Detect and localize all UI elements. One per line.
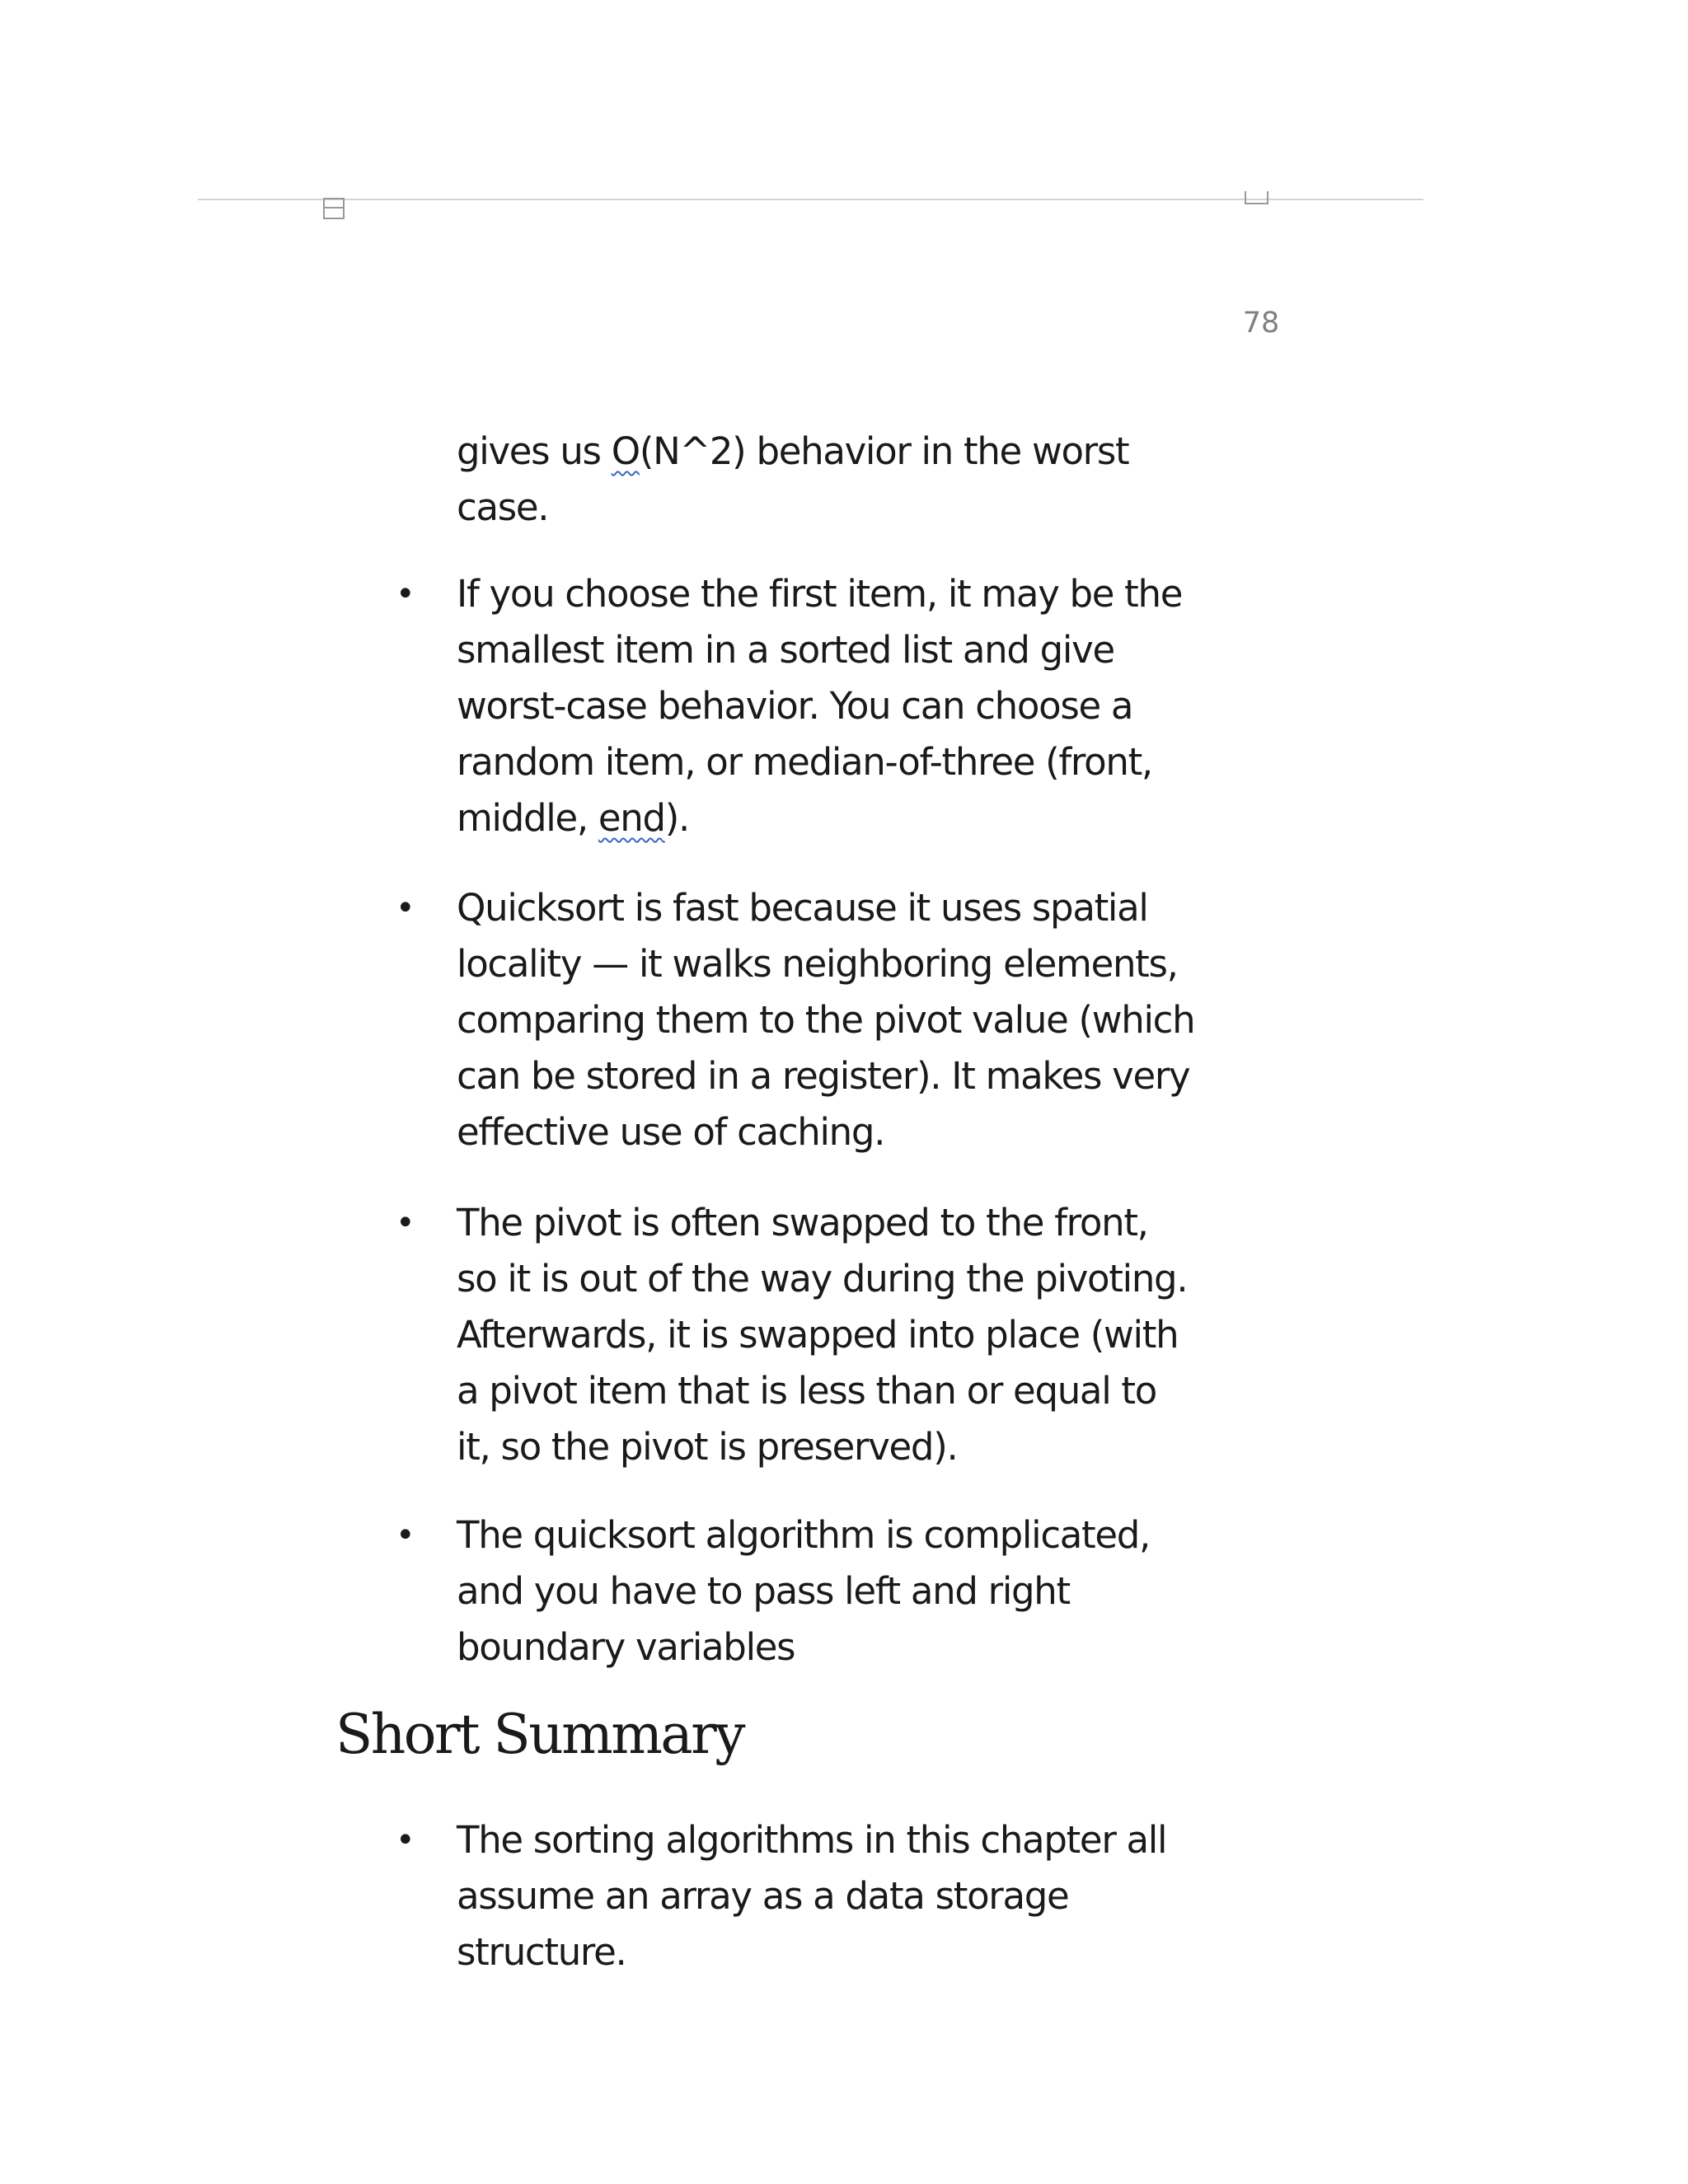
text-line: The pivot is often swapped to the front,	[457, 1201, 1148, 1244]
text-line: can be stored in a register). It makes very	[457, 1054, 1190, 1098]
header-divider	[198, 199, 1423, 200]
text-line: random item, or median-of-three (front,	[457, 740, 1152, 784]
text-line	[457, 790, 1273, 846]
text-line: effective use of caching.	[457, 1110, 885, 1154]
text-line: case.	[457, 485, 549, 529]
crop-mark-right-icon	[1245, 191, 1268, 204]
bullet-marker: •	[396, 1516, 415, 1554]
text-span: (N^2) behavior in the worst	[639, 429, 1129, 473]
page-number: 78	[1242, 307, 1280, 340]
bullet-marker: •	[396, 575, 415, 613]
text-line	[457, 424, 1273, 480]
bullet-marker: •	[396, 1821, 415, 1859]
text-line: boundary variables	[457, 1625, 795, 1669]
text-line: assume an array as a data storage	[457, 1874, 1069, 1918]
text-line: Quicksort is fast because it uses spatial	[457, 886, 1148, 930]
text-line: locality — it walks neighboring elements,	[457, 942, 1178, 986]
text-span: ).	[664, 796, 690, 840]
text-span: middle,	[457, 796, 598, 840]
text-line: so it is out of the way during the pivoting.	[457, 1257, 1188, 1301]
bullet-paragraph	[457, 1812, 1273, 1980]
bullet-marker: •	[396, 1204, 415, 1242]
bullet-paragraph	[457, 880, 1273, 1160]
text-line: Afterwards, it is swapped into place (with	[457, 1313, 1179, 1357]
text-line: and you have to pass left and right	[457, 1569, 1070, 1613]
text-span: gives us	[457, 429, 612, 473]
spelling-flag[interactable]: O	[611, 429, 640, 473]
text-line: a pivot item that is less than or equal to	[457, 1369, 1156, 1413]
text-line: The sorting algorithms in this chapter all	[457, 1818, 1167, 1862]
continuation-paragraph	[457, 424, 1273, 536]
text-line: it, so the pivot is preserved).	[457, 1425, 958, 1469]
text-line: If you choose the first item, it may be the	[457, 572, 1183, 616]
bullet-paragraph	[457, 1195, 1273, 1475]
bullet-paragraph	[457, 1507, 1273, 1675]
bullet-paragraph	[457, 566, 1273, 846]
spelling-flag[interactable]: end	[598, 796, 665, 840]
bullet-marker: •	[396, 889, 415, 927]
text-line: smallest item in a sorted list and give	[457, 628, 1114, 672]
section-heading: Short Summary	[335, 1703, 744, 1766]
text-line: comparing them to the pivot value (which	[457, 998, 1195, 1042]
text-line: worst-case behavior. You can choose a	[457, 684, 1133, 728]
text-line: structure.	[457, 1930, 626, 1974]
crop-mark-left-icon	[323, 198, 345, 219]
text-line: The quicksort algorithm is complicated,	[457, 1513, 1151, 1557]
